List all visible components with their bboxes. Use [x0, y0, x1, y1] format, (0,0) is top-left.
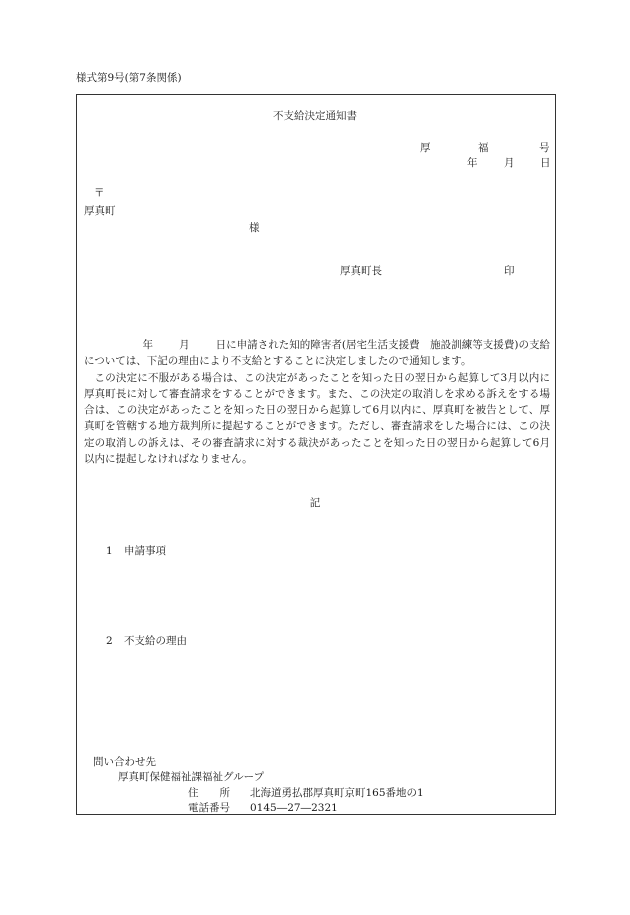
contact-phone: 0145―27―2321	[250, 802, 338, 814]
body-paragraph-2: この決定に不服がある場合は、この決定があったことを知った日の翌日から起算して3月以内に厚真町長に対して審査請求をすることができます。また、この決定の取消しを求める訴えをする場合は、この決定があったことを知った日の翌日から起算して6月以内に、厚真町を被告として、厚真町を管轄する地方裁判所に提起することができます。ただし、審査請求をした場合には、この決定の取消しの訴えは、その審査請求に対する裁決があったことを知った日の翌日から起算して6月以内に提起しなければなりません。	[84, 371, 550, 466]
contact-address-label: 住 所	[188, 787, 230, 799]
ki-heading: 記	[309, 497, 321, 509]
date-year: 年	[467, 157, 478, 169]
seal-mark: 印	[504, 265, 515, 277]
recipient-honorific: 様	[249, 222, 260, 234]
body-paragraph-1-text: 日に申請された知的障害者(居宅生活支援費 施設訓練等支援費)の支給については、下記の理由により不支給とすることに決定しましたので通知します。	[84, 339, 550, 368]
item-2-label: 不支給の理由	[124, 635, 187, 647]
sender-name: 厚真町長	[340, 265, 382, 277]
date-day: 日	[540, 157, 551, 169]
item-1-label: 申請事項	[124, 545, 166, 557]
item-1-number: 1	[106, 545, 113, 557]
recipient-town: 厚真町	[84, 205, 116, 217]
doc-number-char-2: 福	[478, 142, 489, 154]
contact-heading: 問い合わせ先	[93, 756, 156, 768]
contact-phone-label: 電話番号	[188, 802, 230, 814]
doc-number-char-1: 厚	[420, 142, 431, 154]
contact-address: 北海道勇払郡厚真町京町165番地の1	[250, 787, 424, 799]
item-2-number: 2	[106, 635, 113, 647]
body-date-year: 年	[142, 339, 154, 351]
postal-mark: 〒	[94, 187, 105, 199]
body-date-month: 月	[179, 339, 190, 351]
body-paragraph-1	[84, 337, 550, 370]
date-month: 月	[504, 157, 515, 169]
doc-number-char-3: 号	[539, 142, 550, 154]
form-number-label: 様式第9号(第7条関係)	[76, 72, 182, 84]
document-title: 不支給決定通知書	[273, 110, 357, 122]
body-text	[84, 337, 550, 467]
contact-department: 厚真町保健福祉課福祉グループ	[118, 771, 265, 783]
